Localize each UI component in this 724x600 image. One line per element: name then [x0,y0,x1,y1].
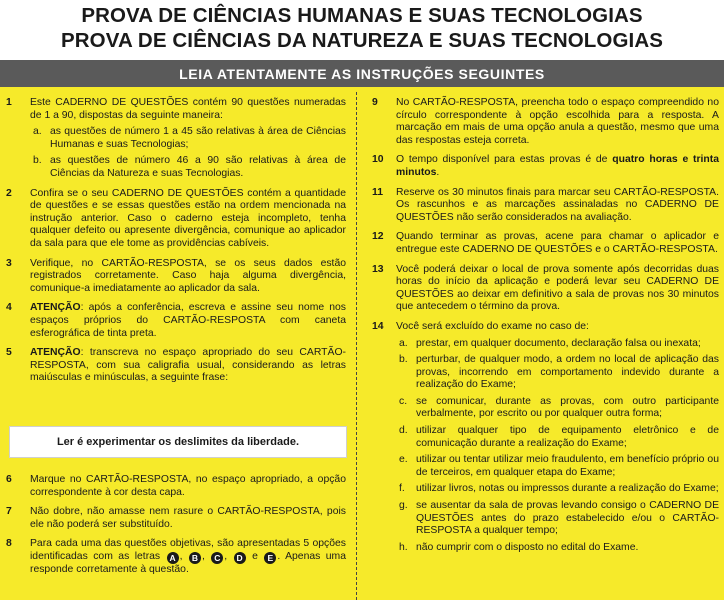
exclusion-item-a [399,338,719,351]
sub-letter: f. [399,483,405,495]
attention-label: ATENÇÃO [30,347,81,359]
instruction-2 [6,188,346,251]
instruction-number: 8 [6,538,12,550]
instructions-banner [0,60,724,87]
instruction-text: O tempo disponível para estas provas é de [396,154,613,166]
instruction-text: No CARTÃO-RESPOSTA, preencha todo o espaço compreendido no círculo correspondente à opção escolhida para a resposta. A marcação em mais de uma opção anula a questão, mesmo que uma das respostas esteja correta. [396,97,719,146]
attention-label: ATENÇÃO [30,302,81,314]
sub-letter: a. [33,126,42,138]
instruction-text: Quando terminar as provas, acene para chamar o aplicador e entregue este CADERNO DE QUESTÕES e o CARTÃO-RESPOSTA. [396,231,719,255]
instruction-text: Para cada uma das questões objetivas, são apresentadas 5 opções identificadas com as letras [30,538,346,562]
instruction-text: : transcreva no espaço apropriado do seu CARTÃO-RESPOSTA, com sua caligrafia usual, considerando as letras maiúsculas e minúsculas, a seguinte frase: [30,347,346,384]
instruction-number: 10 [372,154,384,166]
instruction-text: Você será excluído do exame no caso de: [396,320,589,332]
header [0,0,724,60]
instruction-6 [6,474,346,499]
instruction-text: Confira se o seu CADERNO DE QUESTÕES contém a quantidade de questões e se essas questões estão na ordem mencionada na instrução anterior. Caso o caderno esteja incompleto, tenha qualquer defeito ou apresente divergência, comunique ao aplicador da sala para que ele tome as providências cabíveis. [30,187,346,249]
instruction-1 [6,97,346,181]
instruction-number: 11 [372,186,383,198]
sub-item-b [33,155,346,180]
exclusion-item-c [399,396,719,421]
sub-letter: h. [399,541,408,553]
option-d-circle: D [234,552,246,564]
sub-letter: d. [399,425,408,437]
sub-letter: b. [33,155,42,167]
sub-letter: b. [399,354,408,366]
option-c-circle: C [211,552,223,564]
punctuation: . [436,166,440,178]
sub-text: utilizar qualquer tipo de equipamento eletrônico e de comunicação durante a realização do Exame; [416,425,719,449]
sub-item-a [33,126,346,151]
title-line-1: PROVA DE CIÊNCIAS HUMANAS E SUAS TECNOLOGIAS [81,4,643,27]
banner-text: LEIA ATENTAMENTE AS INSTRUÇÕES SEGUINTES [179,65,545,82]
instruction-text: : após a conferência, escreva e assine seu nome nos espaços próprios do CARTÃO-RESPOSTA com caneta esferográfica de tinta preta. [30,302,346,339]
sub-text: prestar, em qualquer documento, declaração falsa ou inexata; [416,337,701,349]
sub-text: utilizar livros, notas ou impressos durante a realização do Exame; [416,483,719,495]
option-e-circle: E [264,552,276,564]
instruction-11 [372,187,719,225]
phrase-box [9,426,347,458]
title-line-2: PROVA DE CIÊNCIAS DA NATUREZA E SUAS TECNOLOGIAS [61,29,663,52]
option-b-circle: B [189,552,201,564]
instruction-text: Você poderá deixar o local de prova somente após decorridas duas horas do início da aplicação e poderá levar seu CADERNO DE QUESTÕES ao deixar em definitivo a sala de provas nos 30 minutos que antecedem o término da prova. [396,263,719,313]
instruction-14 [372,321,719,555]
instruction-number: 12 [372,231,384,243]
instruction-7 [6,506,346,531]
instruction-5 [6,347,346,385]
exclusion-item-b [399,354,719,392]
exclusion-item-g [399,500,719,538]
phrase-text: Ler é experimentar os deslimites da liberdade. [56,436,300,448]
exclusion-item-h [399,542,719,555]
instruction-number: 2 [6,187,12,199]
sub-text: as questões de número 46 a 90 são relativas à área de Ciências da Natureza e suas Tecnologias. [50,155,346,179]
instruction-number: 4 [6,302,12,314]
instruction-8: 8 Para cada uma das questões objetivas, são apresentadas 5 opções identificadas com as letras A , B , C , D e E . Apenas uma responde corretamente à questão. [6,538,346,575]
sub-letter: a. [399,337,408,349]
sub-letter: e. [399,454,408,466]
instruction-10 [372,154,719,179]
exclusion-list [399,338,719,555]
instruction-text: Marque no CARTÃO-RESPOSTA, no espaço apropriado, a opção correspondente à cor desta capa. [30,474,346,498]
instruction-text: Reserve os 30 minutos finais para marcar seu CARTÃO-RESPOSTA. Os rascunhos e as marcações assinaladas no CADERNO DE QUESTÕES não serão considerados na avaliação. [396,186,719,223]
instruction-number: 3 [6,257,12,269]
instruction-text: Verifique, no CARTÃO-RESPOSTA, se os seus dados estão registrados corretamente. Caso haja alguma divergência, comunique-a imediatamente ao aplicador da sala. [30,257,346,294]
duration-text: quatro horas e trinta minutos [396,154,719,178]
instruction-12 [372,231,719,256]
instruction-text: Este CADERNO DE QUESTÕES contém 90 questões numeradas de 1 a 90, dispostas da seguinte maneira: [30,97,346,121]
exclusion-item-f [399,483,719,496]
instruction-number: 5 [6,347,12,359]
left-column-bottom [6,474,346,584]
sub-text: utilizar ou tentar utilizar meio fraudulento, em benefício próprio ou de terceiros, em qualquer etapa do Exame; [416,454,719,478]
instruction-9 [372,97,719,147]
instruction-text-end: . Apenas uma responde corretamente à questão. [30,550,346,575]
instruction-number: 1 [6,97,12,108]
instruction-3 [6,258,346,296]
instruction-number: 6 [6,474,12,485]
right-column [372,97,719,561]
instruction-13 [372,264,719,314]
sub-text: se ausentar da sala de provas levando consigo o CADERNO DE QUESTÕES antes do prazo estabelecido e/ou o CARTÃO-RESPOSTA a qualquer tempo; [416,500,719,537]
conjunction: e [252,550,258,562]
option-a-circle: A [167,552,179,564]
exclusion-item-d [399,425,719,450]
instruction-text: Não dobre, não amasse nem rasure o CARTÃO-RESPOSTA, pois ele não poderá ser substituído. [30,506,346,530]
instruction-4 [6,302,346,340]
sub-letter: c. [399,395,408,407]
exclusion-item-e [399,454,719,479]
instruction-number: 7 [6,506,12,518]
left-column [6,97,346,392]
instruction-number: 13 [372,263,384,275]
instruction-number: 14 [372,320,384,332]
instruction-number: 9 [372,97,378,108]
column-divider [356,92,357,600]
sub-text: as questões de número 1 a 45 são relativas à área de Ciências Humanas e suas Tecnologias; [50,126,346,150]
sub-text: se comunicar, durante as provas, com outro participante verbalmente, por escrito ou por qualquer outra forma; [416,395,719,420]
sub-text: perturbar, de qualquer modo, a ordem no local de aplicação das provas, incorrendo em comportamento indevido durante a realização do Exame; [416,354,719,391]
sub-text: não cumprir com o disposto no edital do Exame. [416,541,639,553]
sub-letter: g. [399,500,408,512]
